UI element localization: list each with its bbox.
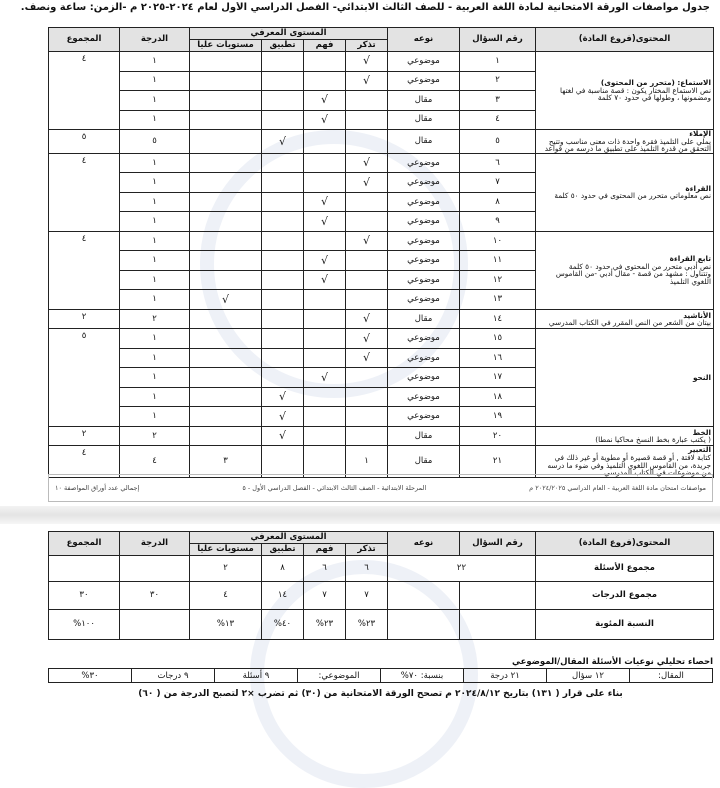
section-description: نص الاستماع المختار يكون : قصة مناسبة في لغتها ومضمونها ، وطولها في حدود ٧٠ كلمة — [560, 85, 711, 103]
section-content — [536, 426, 714, 446]
summary-pct-label: النسبة المئوية — [536, 610, 714, 640]
question-grade: ١ — [120, 368, 190, 388]
level-apply-cell — [262, 192, 304, 212]
section-total: ٥ — [49, 329, 120, 427]
decision-note: بناء على قرار ( ١٣١) بتاريخ ٢٠٢٤/٨/١٢ م تصحح الورقة الامتحانية من (٣٠) ثم تضرب ×٢ لتصبح الدرجة من ( ٦٠) — [138, 689, 623, 699]
summary-pct-total: ١٠٠% — [49, 610, 120, 640]
level-remember-cell — [346, 212, 388, 232]
section-total: ٤ — [49, 446, 120, 478]
footer-left: إجمالي عدد أوراق المواصفة ١٠ — [55, 484, 140, 492]
level-understand-cell — [304, 130, 346, 154]
stats-obj-pct: ٣٠% — [49, 669, 132, 683]
header-grade: الدرجة — [120, 28, 190, 52]
question-number: ٢١ — [460, 446, 536, 478]
question-number: ٢٠ — [460, 426, 536, 446]
section-title: التعبير — [688, 445, 711, 455]
question-grade: ١ — [120, 91, 190, 111]
summary-header-content: المحتوى(فروع المادة) — [536, 532, 714, 556]
level-apply-cell — [262, 71, 304, 91]
level-remember-cell — [346, 368, 388, 388]
section-content — [536, 130, 714, 154]
question-type: موضوعي — [388, 173, 460, 193]
section-title: الإملاء — [689, 129, 711, 138]
spec-row — [49, 52, 714, 72]
section-total: ٥ — [49, 130, 120, 154]
question-type: موضوعي — [388, 407, 460, 427]
level-remember-cell — [346, 426, 388, 446]
question-grade: ١ — [120, 71, 190, 91]
question-type: مقال — [388, 426, 460, 446]
level-understand-cell — [304, 173, 346, 193]
spec-row — [49, 153, 714, 173]
level-understand-cell — [304, 231, 346, 251]
level-higher-cell — [190, 110, 262, 130]
level-understand-cell — [304, 153, 346, 173]
stats-obj-label: الموضوعي: — [298, 669, 381, 683]
page-separator — [0, 506, 720, 524]
summary-header-type: نوعه — [388, 532, 460, 556]
level-apply-cell — [262, 251, 304, 271]
question-type: مقال — [388, 446, 460, 478]
summary-grades-understand: ٧ — [304, 582, 346, 610]
question-grade: ١ — [120, 387, 190, 407]
question-grade: ١ — [120, 270, 190, 290]
summary-header-grade: الدرجة — [120, 532, 190, 556]
check-mark: √ — [262, 407, 304, 427]
level-apply-cell — [262, 309, 304, 329]
question-type: موضوعي — [388, 71, 460, 91]
level-apply-cell — [262, 368, 304, 388]
question-grade: ٥ — [120, 130, 190, 154]
level-apply-cell — [262, 348, 304, 368]
question-type: موضوعي — [388, 231, 460, 251]
stats-essay-g: ٢١ درجة — [464, 669, 547, 683]
spec-row — [49, 231, 714, 251]
check-mark: √ — [262, 387, 304, 407]
level-higher-cell — [190, 270, 262, 290]
check-mark: √ — [346, 348, 388, 368]
level-higher-cell — [190, 52, 262, 72]
section-content — [536, 446, 714, 478]
level-apply-cell — [262, 52, 304, 72]
spec-table — [48, 27, 714, 478]
level-higher-cell — [190, 309, 262, 329]
level-higher-cell — [190, 426, 262, 446]
question-number: ٧ — [460, 173, 536, 193]
question-number: ٣ — [460, 91, 536, 111]
question-grade: ٢ — [120, 426, 190, 446]
question-type: موضوعي — [388, 192, 460, 212]
question-type: مقال — [388, 110, 460, 130]
question-grade: ٤ — [120, 446, 190, 478]
footer-right: مواصفات امتحان مادة اللغة العربية - العام الدراسي ٢٠٢٤/٢٠٢٥ م — [529, 484, 706, 492]
level-remember-cell: ١ — [346, 446, 388, 478]
question-grade: ١ — [120, 290, 190, 310]
level-apply-cell — [262, 212, 304, 232]
level-apply-cell — [262, 446, 304, 478]
question-grade: ١ — [120, 251, 190, 271]
level-apply-cell — [262, 173, 304, 193]
question-grade: ١ — [120, 153, 190, 173]
section-description: نص معلوماتي متحرر من المحتوى في حدود ٥٠ كلمة — [554, 191, 711, 201]
header-understand: فهم — [304, 40, 346, 52]
section-description: كتابة لافتة , أو قصة قصيرة أو مطوية أو غير ذلك في جريدة، من القاموس اللغوي التلميذ وفي ضوء ما درسه من موضوعات في الكتاب المدرسي. — [547, 453, 711, 478]
footer-strip — [48, 474, 713, 502]
section-total: ٤ — [49, 153, 120, 231]
question-number: ٦ — [460, 153, 536, 173]
level-understand-cell — [304, 290, 346, 310]
header-question-no: رقم السؤال — [460, 28, 536, 52]
section-total: ٤ — [49, 231, 120, 309]
check-mark: √ — [304, 251, 346, 271]
question-grade: ١ — [120, 329, 190, 349]
question-number: ١٥ — [460, 329, 536, 349]
section-description: يملي على التلميذ فقرة واحدة ذات معنى مناسب وتتيح التحقق من قدرة التلميذ على تطبيق ما درسه من قواعد — [544, 136, 711, 154]
question-type: موضوعي — [388, 52, 460, 72]
level-understand-cell — [304, 329, 346, 349]
summary-header-remember: تذكر — [346, 544, 388, 556]
question-grade: ٢ — [120, 309, 190, 329]
check-mark: √ — [346, 153, 388, 173]
header-cognitive: المستوى المعرفي — [190, 28, 388, 40]
level-higher-cell — [190, 153, 262, 173]
section-title: الأناشيد — [683, 310, 711, 320]
check-mark: √ — [346, 329, 388, 349]
question-type: موضوعي — [388, 290, 460, 310]
question-type: موضوعي — [388, 348, 460, 368]
level-apply-cell — [262, 91, 304, 111]
question-type: موضوعي — [388, 153, 460, 173]
summary-header-apply: تطبيق — [262, 544, 304, 556]
question-number: ٢ — [460, 71, 536, 91]
check-mark: √ — [346, 231, 388, 251]
header-total: المجموع — [49, 28, 120, 52]
section-title: الاستماع: (متحرر من المحتوى) — [600, 78, 711, 88]
level-remember-cell — [346, 270, 388, 290]
section-total: ٢ — [49, 309, 120, 329]
check-mark: √ — [304, 368, 346, 388]
stats-essay-label: المقال: — [630, 669, 713, 683]
question-number: ١ — [460, 52, 536, 72]
page-title: جدول مواصفات الورقة الامتحانية لمادة اللغة العربية - للصف الثالث الابتدائي- الفصل الدراسي الأول لعام ٢٠٢٤-٢٠٢٥ م -الزمن: ساعة ونصف. — [20, 2, 710, 13]
question-grade: ١ — [120, 110, 190, 130]
spec-body — [49, 52, 714, 478]
section-content — [536, 309, 714, 329]
section-total: ٢ — [49, 426, 120, 446]
check-mark: √ — [304, 91, 346, 111]
summary-header-cognitive: المستوى المعرفي — [190, 532, 388, 544]
check-mark: √ — [304, 212, 346, 232]
check-mark: √ — [346, 71, 388, 91]
question-number: ١٤ — [460, 309, 536, 329]
level-understand-cell — [304, 348, 346, 368]
question-type: مقال — [388, 130, 460, 154]
level-apply-cell — [262, 110, 304, 130]
level-higher-cell — [190, 251, 262, 271]
level-apply-cell — [262, 290, 304, 310]
question-number: ٥ — [460, 130, 536, 154]
level-higher-cell — [190, 71, 262, 91]
summary-grades-label: مجموع الدرجات — [536, 582, 714, 610]
header-higher: مستويات عليا — [190, 40, 262, 52]
spec-row — [49, 446, 714, 478]
level-remember-cell — [346, 251, 388, 271]
question-type: موضوعي — [388, 368, 460, 388]
section-description: ( يكتب عبارة بخط النسخ محاكيا نمطا) — [595, 435, 711, 445]
summary-pct-understand: ٢٣% — [304, 610, 346, 640]
question-number: ٨ — [460, 192, 536, 212]
level-higher-cell: ٣ — [190, 446, 262, 478]
summary-table — [48, 531, 714, 640]
check-mark: √ — [304, 110, 346, 130]
section-content — [536, 52, 714, 130]
summary-header-question-no: رقم السؤال — [460, 532, 536, 556]
level-remember-cell — [346, 192, 388, 212]
check-mark: √ — [190, 290, 262, 310]
check-mark: √ — [346, 309, 388, 329]
summary-pct-apply: ٤٠% — [262, 610, 304, 640]
spec-row — [49, 130, 714, 154]
level-understand-cell — [304, 446, 346, 478]
stats-obj-q: ٩ أسئلة — [215, 669, 298, 683]
level-remember-cell — [346, 110, 388, 130]
level-higher-cell — [190, 212, 262, 232]
question-grade: ١ — [120, 348, 190, 368]
level-higher-cell — [190, 231, 262, 251]
header-remember: تذكر — [346, 40, 388, 52]
question-type: موضوعي — [388, 387, 460, 407]
question-number: ١٩ — [460, 407, 536, 427]
question-type: موضوعي — [388, 251, 460, 271]
check-mark: √ — [346, 173, 388, 193]
level-understand-cell — [304, 387, 346, 407]
level-apply-cell — [262, 329, 304, 349]
spec-row — [49, 426, 714, 446]
header-apply: تطبيق — [262, 40, 304, 52]
summary-grades-total: ٣٠ — [49, 582, 120, 610]
question-number: ٤ — [460, 110, 536, 130]
level-higher-cell — [190, 368, 262, 388]
header-type: نوعه — [388, 28, 460, 52]
question-number: ١٠ — [460, 231, 536, 251]
check-mark: √ — [304, 270, 346, 290]
question-number: ١٦ — [460, 348, 536, 368]
question-number: ١١ — [460, 251, 536, 271]
summary-count-apply: ٨ — [262, 556, 304, 582]
level-remember-cell — [346, 387, 388, 407]
level-higher-cell — [190, 348, 262, 368]
question-grade: ١ — [120, 173, 190, 193]
section-title: القراءة — [685, 183, 711, 193]
section-title: الخط — [692, 427, 711, 437]
stats-essay-pct: بنسبة: ٧٠% — [381, 669, 464, 683]
question-number: ١٢ — [460, 270, 536, 290]
level-understand-cell — [304, 407, 346, 427]
question-grade: ١ — [120, 407, 190, 427]
stats-title: احصاء تحليلي نوعيات الأسئلة المقال/الموضوعي — [511, 657, 713, 667]
question-grade: ١ — [120, 231, 190, 251]
question-grade: ١ — [120, 192, 190, 212]
question-number: ١٧ — [460, 368, 536, 388]
level-apply-cell — [262, 153, 304, 173]
check-mark: √ — [262, 426, 304, 446]
level-apply-cell — [262, 231, 304, 251]
summary-header-higher: مستويات عليا — [190, 544, 262, 556]
stats-obj-g: ٩ درجات — [132, 669, 215, 683]
question-grade: ١ — [120, 212, 190, 232]
footer-center: المرحلة الابتدائية - الصف الثالث الابتدائي - الفصل الدراسي الأول - ٥ — [242, 484, 427, 492]
level-apply-cell — [262, 270, 304, 290]
section-description-2: وتتناول : مشهد من قصة - مقال أدبي -من القاموس اللغوي التلميذ — [555, 269, 711, 287]
summary-header-understand: فهم — [304, 544, 346, 556]
header-content: المحتوى(فروع المادة) — [536, 28, 714, 52]
level-understand-cell — [304, 52, 346, 72]
section-title: تابع القراءة — [669, 254, 711, 264]
level-higher-cell — [190, 173, 262, 193]
level-remember-cell — [346, 290, 388, 310]
question-number: ١٣ — [460, 290, 536, 310]
section-title: النحو — [692, 372, 711, 382]
level-understand-cell — [304, 309, 346, 329]
level-higher-cell — [190, 329, 262, 349]
stats-table — [48, 668, 713, 683]
summary-grades-remember: ٧ — [346, 582, 388, 610]
level-higher-cell — [190, 192, 262, 212]
section-content — [536, 153, 714, 231]
summary-grades-grade: ٣٠ — [120, 582, 190, 610]
question-type: موضوعي — [388, 270, 460, 290]
level-remember-cell — [346, 130, 388, 154]
summary-count-higher: ٢ — [190, 556, 262, 582]
question-type: مقال — [388, 309, 460, 329]
level-higher-cell — [190, 407, 262, 427]
section-total: ٤ — [49, 52, 120, 130]
check-mark: √ — [346, 52, 388, 72]
question-type: موضوعي — [388, 329, 460, 349]
section-description: بيتان من الشعر من النص المقرر في الكتاب المدرسي — [548, 318, 711, 328]
spec-row — [49, 329, 714, 349]
level-higher-cell — [190, 130, 262, 154]
section-content — [536, 231, 714, 309]
stats-essay-q: ١٢ سؤال — [547, 669, 630, 683]
level-understand-cell — [304, 426, 346, 446]
level-higher-cell — [190, 387, 262, 407]
level-understand-cell — [304, 71, 346, 91]
check-mark: √ — [304, 192, 346, 212]
section-content — [536, 329, 714, 427]
question-type: مقال — [388, 91, 460, 111]
summary-count-label: مجموع الأسئلة — [536, 556, 714, 582]
summary-grades-higher: ٤ — [190, 582, 262, 610]
summary-header-total: المجموع — [49, 532, 120, 556]
summary-grades-apply: ١٤ — [262, 582, 304, 610]
spec-row — [49, 309, 714, 329]
summary-count-understand: ٦ — [304, 556, 346, 582]
question-number: ١٨ — [460, 387, 536, 407]
summary-count-remember: ٦ — [346, 556, 388, 582]
summary-pct-remember: ٢٣% — [346, 610, 388, 640]
level-higher-cell — [190, 91, 262, 111]
question-type: موضوعي — [388, 212, 460, 232]
question-number: ٩ — [460, 212, 536, 232]
level-remember-cell — [346, 407, 388, 427]
question-grade: ١ — [120, 52, 190, 72]
check-mark: √ — [262, 130, 304, 154]
summary-count-q: ٢٢ — [388, 556, 536, 582]
level-remember-cell — [346, 91, 388, 111]
section-description: نص أدبي متحرر من المحتوى في حدود ٥٠ كلمة — [568, 261, 711, 271]
summary-pct-higher: ١٣% — [190, 610, 262, 640]
